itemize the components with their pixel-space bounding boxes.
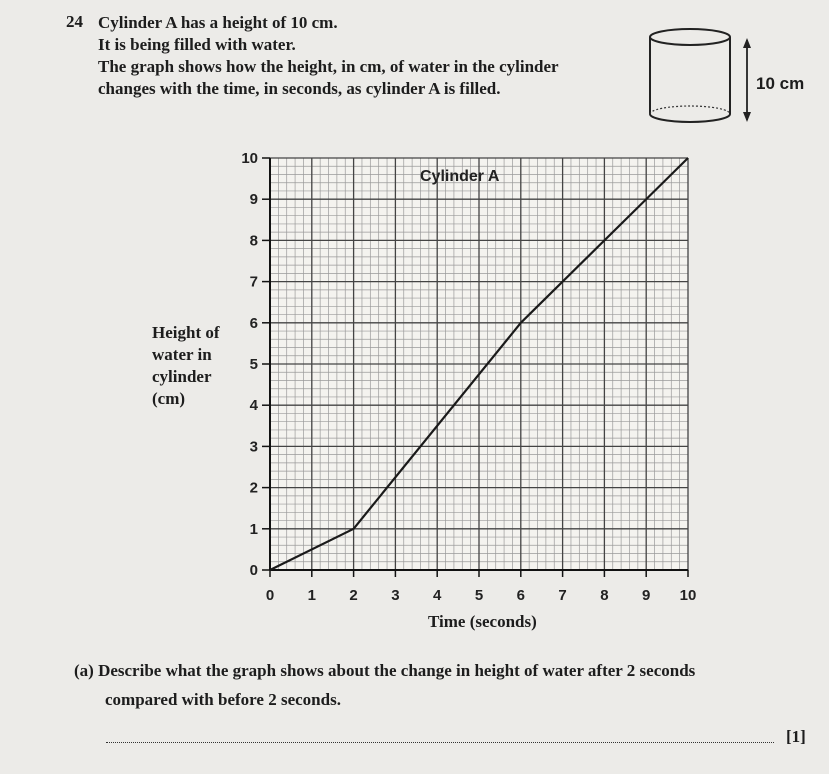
part-a-line: compared with before 2 seconds. [105,690,341,709]
answer-line[interactable] [106,742,774,743]
y-tick-label: 2 [249,479,258,497]
x-tick-label: 8 [600,587,609,604]
question-number: 24 [66,12,83,31]
y-tick-label: 7 [249,273,258,291]
marks-label: [1] [786,727,806,746]
x-tick-label: 10 [679,587,697,604]
x-tick-label: 1 [307,587,316,604]
y-tick-label: 0 [249,562,258,579]
x-tick-label: 9 [642,587,651,604]
y-axis-label [152,322,220,410]
series-label-cylinder-a: Cylinder A [420,168,500,185]
y-tick-label: 5 [249,356,258,373]
y-tick-label: 1 [249,520,258,538]
y-axis-label-line: cylinder [152,367,212,386]
x-tick-label: 2 [349,587,358,604]
intro-line: Cylinder A has a height of 10 cm. [98,13,338,32]
intro-line: The graph shows how the height, in cm, of water in the cylinder [98,57,559,76]
x-tick-label: 5 [474,587,484,604]
intro-line: changes with the time, in seconds, as cylinder A is filled. [98,79,501,98]
x-axis-label: Time (seconds) [428,612,537,631]
y-tick-label: 3 [249,438,258,456]
part-a-line: Describe what the graph shows about the change in height of water after 2 seconds [98,661,696,680]
x-tick-label: 6 [516,587,525,604]
y-axis-label-line: (cm) [152,389,186,408]
part-a-label: (a) [74,661,94,680]
x-tick-label: 7 [558,587,567,604]
y-axis-label-line: water in [152,345,212,364]
y-tick-label: 9 [249,191,258,209]
x-tick-label: 0 [265,587,275,604]
x-tick-label: 4 [433,587,442,604]
intro-line: It is being filled with water. [98,35,296,54]
y-tick-label: 8 [249,232,258,250]
part-a-question [74,656,695,714]
y-tick-label: 6 [249,314,258,332]
cylinder-height-label: 10 cm [756,74,805,93]
y-tick-label: 4 [249,397,258,415]
x-tick-label: 3 [391,587,400,604]
y-tick-label: 10 [241,150,258,167]
y-axis-label-line: Height of [152,323,220,342]
